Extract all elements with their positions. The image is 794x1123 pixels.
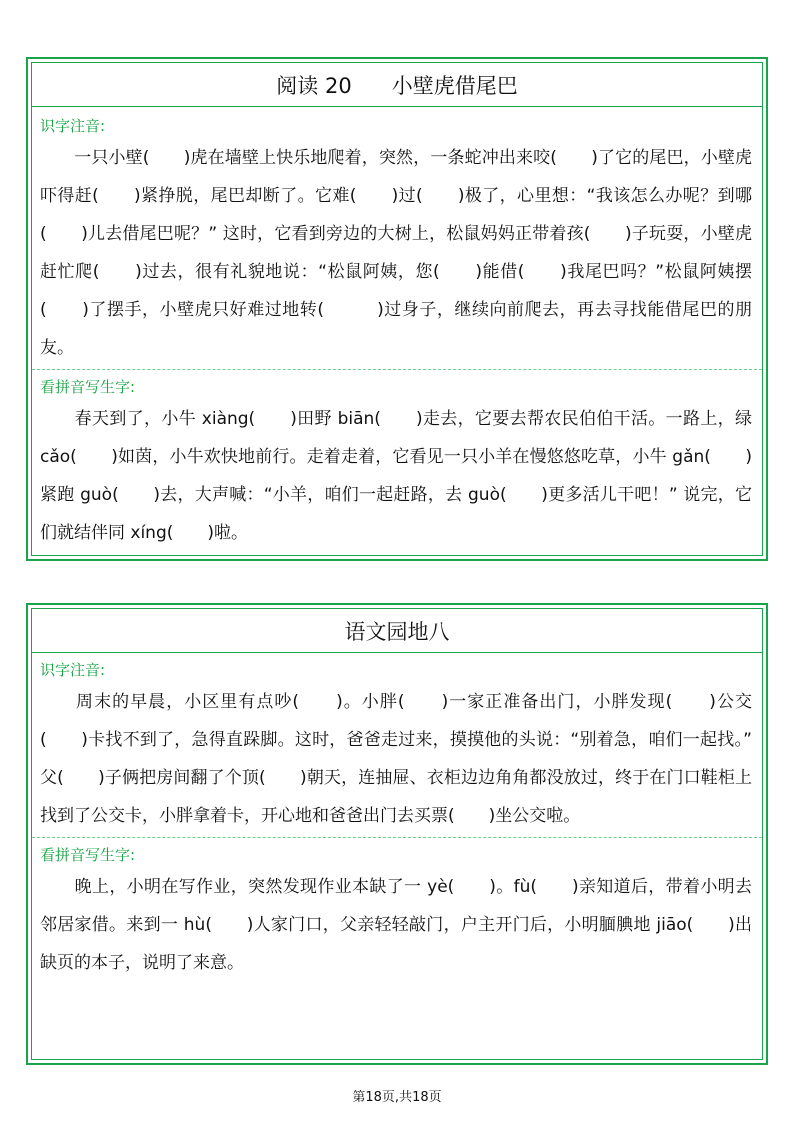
card-title bbox=[32, 63, 762, 107]
card-title-text: 语文园地八 bbox=[344, 619, 450, 644]
section-divider bbox=[32, 369, 762, 370]
section-text-pinyin: 春天到了，小牛 xiàng( )田野 biān( )走去，它要去帮农民伯伯干活。一路上，绿 cǎo( )如茵，小牛欢快地前行。走着走着，它看见一只小羊在慢悠悠吃草，小牛 gǎn( )紧跑 guò( )去，大声喊：“小羊，咱们一起赶路，去 guò( )更多活儿干吧！” 说完，它们就结伴同 xíng( )啦。 bbox=[40, 409, 752, 543]
section-text-phonetic: 一只小壁( )虎在墙壁上快乐地爬着，突然，一条蛇冲出来咬( )了它的尾巴，小壁虎吓得赶( )紧挣脱，尾巴却断了。它难( )过( )极了，心里想：“我该怎么办呢？到哪( )儿去借尾巴呢？” 这时，它看到旁边的大树上，松鼠妈妈正带着孩( )子玩耍，小壁虎赶忙爬( )过去，很有礼貌地说：“松鼠阿姨，您( )能借( )我尾巴吗？”松鼠阿姨摆( )了摆手，小壁虎只好难过地转( )过身子，继续向前爬去，再去寻找能借尾巴的朋友。 bbox=[40, 148, 752, 358]
page-number: 第18页,共18页 bbox=[352, 1090, 442, 1105]
section-label-pinyin: 看拼音写生字: bbox=[40, 378, 136, 396]
section-label-phonetic: 识字注音: bbox=[40, 661, 106, 679]
section-text-pinyin: 晚上，小明在写作业，突然发现作业本缺了一 yè( )。fù( )亲知道后，带着小明去邻居家借。来到一 hù( )人家门口，父亲轻轻敲门，户主开门后，小明腼腆地 jiāo( )出缺页的本子，说明了来意。 bbox=[40, 877, 752, 973]
reading-card-20 bbox=[26, 57, 768, 561]
chinese-garden-card bbox=[26, 603, 768, 1065]
section-label-pinyin: 看拼音写生字: bbox=[40, 846, 136, 864]
card-title bbox=[32, 609, 762, 653]
section-divider bbox=[32, 837, 762, 838]
section-text-phonetic: 周末的早晨，小区里有点吵( )。小胖( )一家正准备出门，小胖发现( )公交( )卡找不到了，急得直跺脚。这时，爸爸走过来，摸摸他的头说：“别着急，咱们一起找。” 父( )子俩把房间翻了个顶( )朝天，连抽屉、衣柜边边角角都没放过，终于在门口鞋柜上找到了公交卡，小胖拿着卡，开心地和爸爸出门去买票( )坐公交啦。 bbox=[40, 692, 752, 826]
reading-card-20-inner bbox=[31, 62, 763, 556]
section-label-phonetic: 识字注音: bbox=[40, 117, 106, 135]
chinese-garden-card-inner bbox=[31, 608, 763, 1060]
card-title-text: 小壁虎借尾巴 bbox=[391, 73, 518, 98]
card-title-number: 阅读 20 bbox=[276, 73, 352, 98]
